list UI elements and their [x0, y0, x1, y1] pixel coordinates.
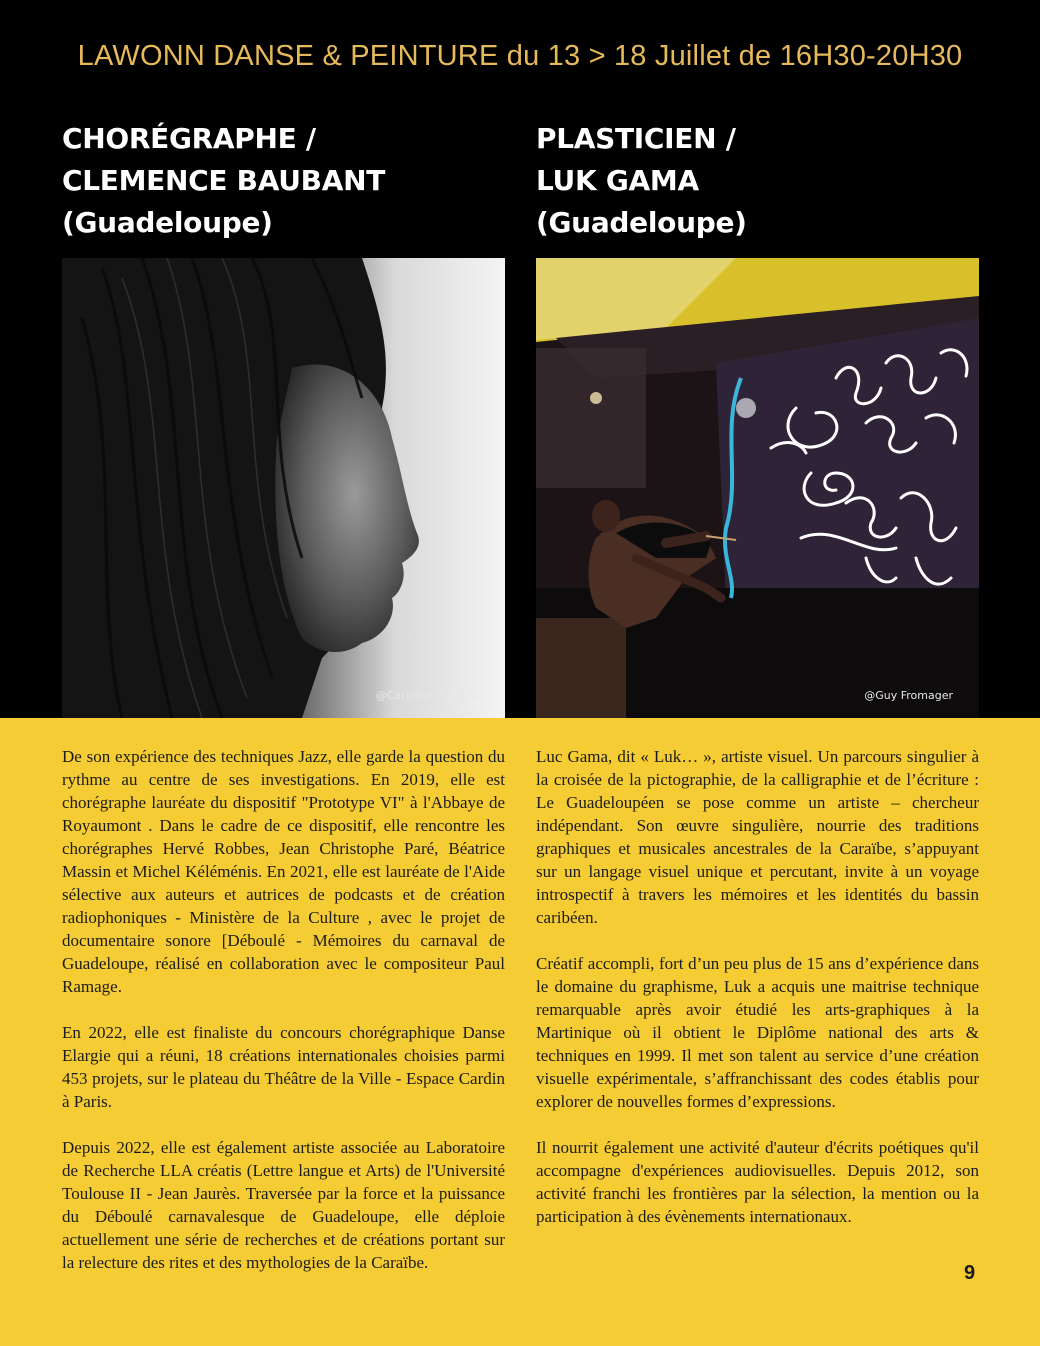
biography-paragraph: En 2022, elle est finaliste du concours chorégraphique Danse Elargie qui a réuni, 18 créations internationales choisies parmi 453 projets, sur le plateau du Théâtre de la Ville - Espace Cardin à Paris.: [62, 1023, 505, 1111]
page-number: 9: [964, 1262, 976, 1284]
mural-illustration: [536, 258, 979, 718]
photo-credit: @Caroline Dassieu: [375, 689, 479, 702]
artist-title-line: PLASTICIEN /: [536, 122, 736, 155]
choreographer-portrait-photo: [62, 258, 505, 718]
artist-biography: [536, 745, 979, 1251]
biography-paragraph: De son expérience des techniques Jazz, elle garde la question du rythme au centre de ses investigations. En 2019, elle est chorégraphe lauréate du dispositif "Prototype VI" à l'Abbaye de Royaumont . Dans le cadre de ce dispositif, elle rencontre les chorégraphes Hervé Robbes, Jean Christophe Paré, Béatrice Massin et Michel Kéléménis. En 2021, elle est lauréate de l'Aide sélective aux auteurs et autrices de podcasts et de création radiophoniques - Ministère de la Culture , avec le projet de documentaire sonore [Déboulé - Mémoires du carnaval de Guadeloupe, réalisé en collaboration avec le compositeur Paul Ramage.: [62, 747, 505, 996]
choreographer-biography: [62, 745, 505, 1297]
biography-paragraph: Luc Gama, dit « Luk… », artiste visuel. Un parcours singulier à la croisée de la pictographie, de la calligraphie et de l’écriture : Le Guadeloupéen se pose comme un artiste – chercheur indépendant. Son œuvre singulière, nourrie des traditions graphiques et musicales ancestrales de la Caraïbe, s’appuyant sur un langage visuel unique et percutant, invite à un voyage introspectif à travers les mémoires et les identités du bassin caribéen.: [536, 747, 979, 927]
artist-painting-photo: [536, 258, 979, 718]
choreographer-title-line: CHORÉGRAPHE /: [62, 122, 316, 155]
choreographer-title: [62, 118, 385, 244]
biography-paragraph: Il nourrit également une activité d'auteur d'écrits poétiques qu'il accompagne d'expériences audiovisuelles. Depuis 2012, son activité franchi les frontières par la sélection, la mention ou la participation à des évènements internationaux.: [536, 1138, 979, 1226]
biography-paragraph: Depuis 2022, elle est également artiste associée au Laboratoire de Recherche LLA créatis (Lettre langue et Arts) de l'Université Toulouse II - Jean Jaurès. Traversée par la force et la puissance du Déboulé carnavalesque de Guadeloupe, elle déploie actuellement une série de recherches et de créations portant sur la relecture des rites et des mythologies de la Caraïbe.: [62, 1138, 505, 1272]
artist-title: [536, 118, 747, 244]
choreographer-title-line: CLEMENCE BAUBANT: [62, 164, 385, 197]
event-banner: LAWONN DANSE & PEINTURE du 13 > 18 Juillet de 16H30-20H30: [77, 40, 963, 72]
choreographer-title-line: (Guadeloupe): [62, 206, 273, 239]
artist-title-line: LUK GAMA: [536, 164, 699, 197]
portrait-illustration: [62, 258, 505, 718]
biography-paragraph: Créatif accompli, fort d’un peu plus de 15 ans d’expérience dans le domaine du graphisme, Luk a acquis une maitrise technique remarquable après avoir étudié les arts-graphiques à la Martinique où il obtient le Diplôme national des arts & techniques en 1999. Il met son talent au service d’une création visuelle expérimentale, s’affranchissant des codes établis pour explorer de nouvelles formes d’expressions.: [536, 954, 979, 1111]
photo-credit: @Guy Fromager: [864, 689, 953, 702]
artist-title-line: (Guadeloupe): [536, 206, 747, 239]
